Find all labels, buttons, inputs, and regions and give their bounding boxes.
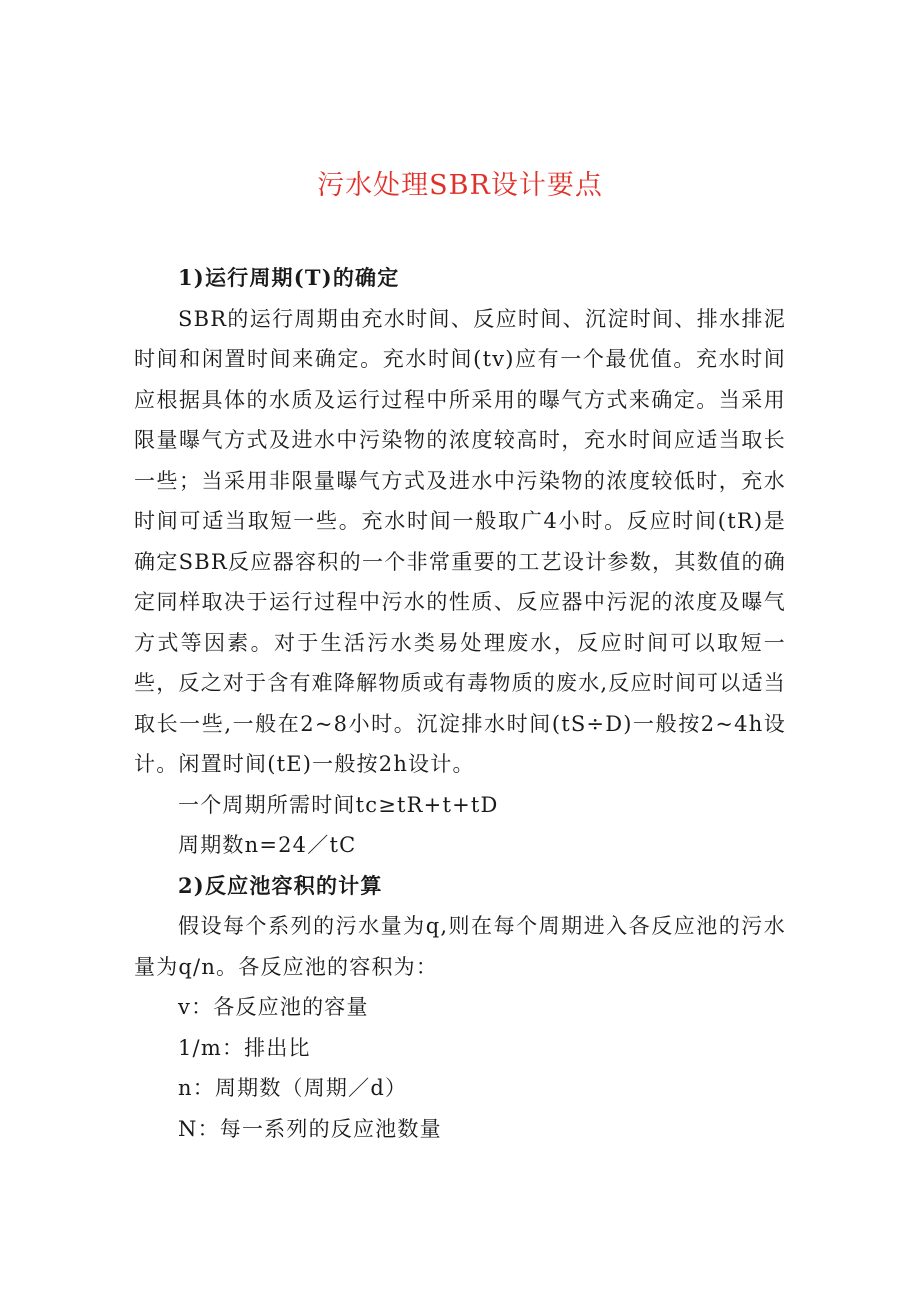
definition-reactor-count: N：每一系列的反应池数量	[178, 1116, 442, 1141]
definition-n: n：周期数（周期／d）	[178, 1076, 408, 1100]
section-heading-volume: 2)反应池容积的计算	[178, 872, 383, 898]
formula-cycle-count: 周期数n=24／tC	[178, 833, 357, 857]
paragraph-volume-description: 假设每个系列的污水量为q,则在每个周期进入各反应池的污水量为q/n。各反应池的容积为：	[134, 914, 786, 979]
section-heading-cycle: 1)运行周期(T)的确定	[178, 265, 400, 290]
formula-cycle-time: 一个周期所需时间tc≥tR+t+tD	[178, 792, 499, 817]
document-body	[134, 258, 786, 1149]
definition-v: v：各反应池的容量	[178, 995, 369, 1019]
document-title: 污水处理SBR设计要点	[317, 170, 603, 201]
definition-discharge-ratio: 1/m：排出比	[178, 1035, 311, 1060]
paragraph-cycle-description: SBR的运行周期由充水时间、反应时间、沉淀时间、排水排泥时间和闲置时间来确定。充水时间(tv)应有一个最优值。充水时间应根据具体的水质及运行过程中所采用的曝气方式来确定。当采用限量曝气方式及进水中污染物的浓度较高时，充水时间应适当取长一些；当采用非限量曝气方式及进水中污染物的浓度较低时，充水时间可适当取短一些。充水时间一般取广4小时。反应时间(tR)是确定SBR反应器容积的一个非常重要的工艺设计参数，其数值的确定同样取决于运行过程中污水的性质、反应器中污泥的浓度及曝气方式等因素。对于生活污水类易处理废水，反应时间可以取短一些，反之对于含有难降解物质或有毒物质的废水,反应时间可以适当取长一些,一般在2~8小时。沉淀排水时间(tS÷D)一般按2~4h设计。闲置时间(tE)一般按2h设计。	[134, 306, 786, 776]
